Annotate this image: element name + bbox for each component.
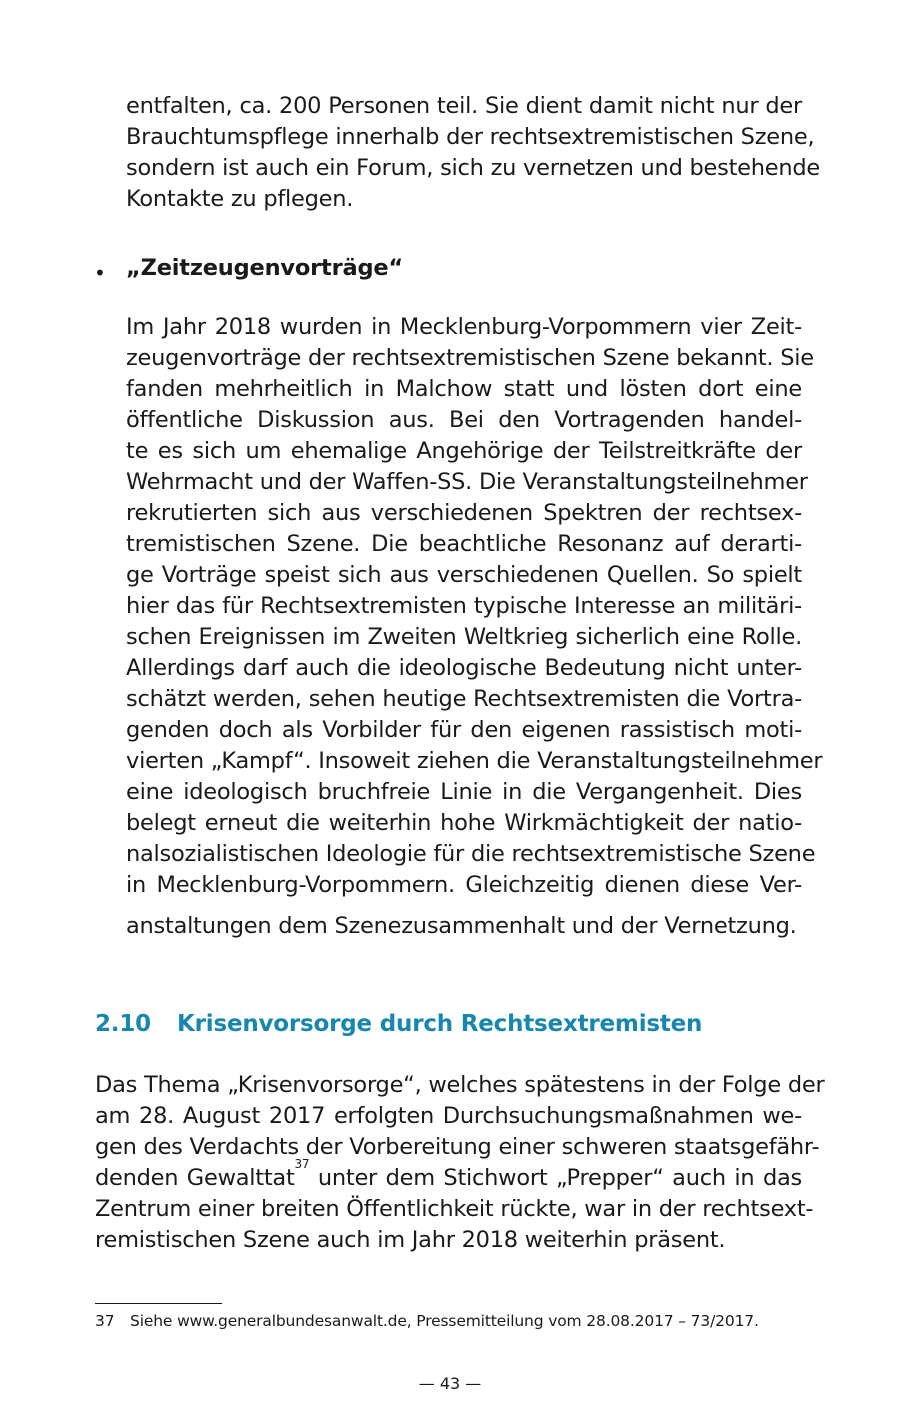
paragraph-line: remistischen Szene auch im Jahr 2018 weiterhin präsent. <box>95 1227 726 1253</box>
paragraph-line: zeugenvorträge der rechtsextremistischen Szene bekannt. Sie <box>126 345 814 371</box>
text-segment: denden Gewalttat <box>95 1165 295 1191</box>
paragraph-line: schätzt werden, sehen heutige Rechtsextremisten die Vortra- <box>126 686 802 712</box>
text-segment: unter dem Stichwort „Prepper“ auch in das <box>309 1165 802 1191</box>
footnote-number: 37 <box>95 1312 115 1330</box>
paragraph-line: Kontakte zu pflegen. <box>126 186 354 212</box>
paragraph-line: Das Thema „Krisenvorsorge“, welches spätestens in der Folge der <box>95 1072 825 1098</box>
paragraph-line: entfalten, ca. 200 Personen teil. Sie dient damit nicht nur der <box>126 93 802 119</box>
paragraph-line: rekrutierten sich aus verschiedenen Spektren der rechtsex- <box>126 500 802 526</box>
paragraph-line: vierten „Kampf“. Insoweit ziehen die Veranstaltungsteilnehmer <box>126 748 823 774</box>
paragraph-line: genden doch als Vorbilder für den eigenen rassistisch moti- <box>126 717 802 743</box>
paragraph-line: tremistischen Szene. Die beachtliche Resonanz auf derarti- <box>126 531 802 557</box>
paragraph-line: in Mecklenburg-Vorpommern. Gleichzeitig dienen diese Ver- <box>126 872 802 898</box>
paragraph-line: Im Jahr 2018 wurden in Mecklenburg-Vorpommern vier Zeit- <box>126 314 802 340</box>
paragraph-line: nalsozialistischen Ideologie für die rechtsextremistische Szene <box>126 841 816 867</box>
footnote-divider <box>95 1303 222 1304</box>
section-number: 2.10 <box>95 1011 151 1037</box>
paragraph-line: am 28. August 2017 erfolgten Durchsuchungsmaßnahmen we- <box>95 1103 802 1129</box>
paragraph-line: Zentrum einer breiten Öffentlichkeit rückte, war in der rechtsext- <box>95 1196 814 1222</box>
paragraph-line: Wehrmacht und der Waffen-SS. Die Veranstaltungsteilnehmer <box>126 469 808 495</box>
paragraph-line: gen des Verdachts der Vorbereitung einer schweren staatsgefähr- <box>95 1134 820 1160</box>
paragraph-line: hier das für Rechtsextremisten typische Interesse an militäri- <box>126 593 802 619</box>
paragraph-line: Allerdings darf auch die ideologische Bedeutung nicht unter- <box>126 655 802 681</box>
paragraph-line: Brauchtumspflege innerhalb der rechtsextremistischen Szene, <box>126 124 815 150</box>
footnote-reference[interactable]: 37 <box>294 1156 310 1171</box>
paragraph-line: sondern ist auch ein Forum, sich zu vernetzen und bestehende <box>126 155 821 181</box>
section-title: Krisenvorsorge durch Rechtsextremisten <box>177 1011 703 1037</box>
paragraph-line: öffentliche Diskussion aus. Bei den Vortragenden handel- <box>126 407 802 433</box>
page-number: — 43 — <box>418 1374 482 1393</box>
paragraph-line: ge Vorträge speist sich aus verschiedenen Quellen. So spielt <box>126 562 802 588</box>
bullet-title: „Zeitzeugenvorträge“ <box>126 255 403 281</box>
paragraph-line: schen Ereignissen im Zweiten Weltkrieg sicherlich eine Rolle. <box>126 624 802 650</box>
paragraph-line-with-footnote <box>95 1156 802 1194</box>
paragraph-line: fanden mehrheitlich in Malchow statt und lösten dort eine <box>126 376 802 402</box>
bullet-marker: • <box>94 261 106 285</box>
footnote-text: Siehe www.generalbundesanwalt.de, Pressemitteilung vom 28.08.2017 – 73/2017. <box>130 1312 759 1330</box>
paragraph-line: anstaltungen dem Szenezusammenhalt und der Vernetzung. <box>126 913 797 939</box>
paragraph-line: eine ideologisch bruchfreie Linie in die Vergangenheit. Dies <box>126 779 802 805</box>
paragraph-line: belegt erneut die weiterhin hohe Wirkmächtigkeit der natio- <box>126 810 802 836</box>
paragraph-line: te es sich um ehemalige Angehörige der Teilstreitkräfte der <box>126 438 802 464</box>
